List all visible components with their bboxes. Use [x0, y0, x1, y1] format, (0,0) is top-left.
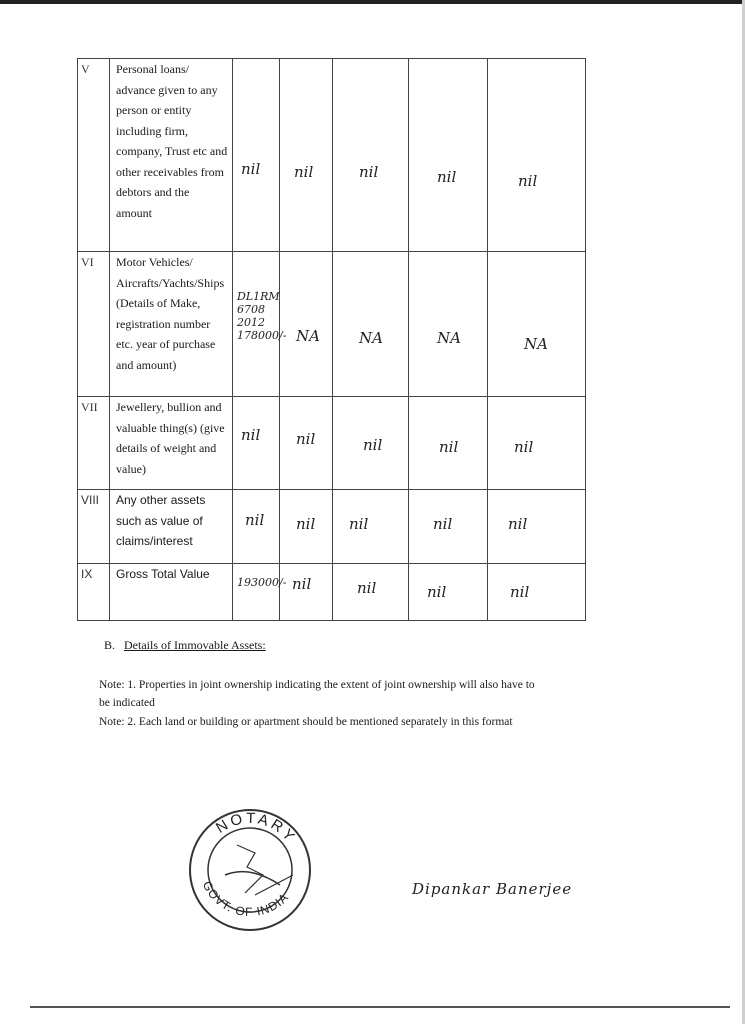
- handwritten-entry: nil: [296, 515, 316, 533]
- handwritten-entry: nil: [433, 515, 453, 533]
- table-row: [78, 564, 586, 621]
- handwritten-entry: nil: [357, 579, 377, 597]
- handwritten-entry: nil: [510, 583, 530, 601]
- row-description: Any other assets such as value of claims/interest: [110, 490, 233, 564]
- stamp-bottom-text: GOVT. OF INDIA: [199, 878, 292, 920]
- handwritten-entry: nil: [363, 436, 383, 454]
- row-description: Motor Vehicles/ Aircrafts/Yachts/Ships (Details of Make, registration number etc. year of purchase and amount): [110, 252, 233, 397]
- handwritten-entry: nil: [508, 515, 528, 533]
- handwritten-entry: nil: [296, 430, 316, 448]
- table-row: [78, 59, 586, 252]
- row-description: Gross Total Value: [110, 564, 233, 621]
- row-description: Personal loans/ advance given to any person or entity including firm, company, Trust etc and other receivables from debtors and the amount: [110, 59, 233, 252]
- handwritten-entry: nil: [427, 583, 447, 601]
- handwritten-entry: NA: [437, 329, 461, 347]
- handwritten-entry: nil: [518, 172, 538, 190]
- scan-bottom-edge: [30, 1006, 730, 1008]
- row-number: V: [78, 59, 110, 252]
- movable-assets-table: [77, 58, 586, 621]
- handwritten-entry: nil: [241, 426, 261, 444]
- handwritten-entry: nil: [349, 515, 369, 533]
- handwritten-entry: NA: [296, 327, 320, 345]
- table-row: [78, 490, 586, 564]
- note-1: Note: 1. Properties in joint ownership indicating the extent of joint ownership will also have to be indicated: [99, 679, 535, 709]
- section-title: Details of Immovable Assets:: [124, 638, 266, 652]
- handwritten-entry: nil: [245, 511, 265, 529]
- handwritten-entry: nil: [241, 160, 261, 178]
- scan-top-edge: [0, 0, 745, 4]
- handwritten-entry: nil: [359, 163, 379, 181]
- row-number: VII: [78, 397, 110, 490]
- handwritten-entry: 193000/-: [237, 576, 287, 589]
- stamp-top-text: NOTARY: [213, 809, 300, 847]
- handwritten-entry: nil: [292, 575, 312, 593]
- row-number: IX: [78, 564, 110, 621]
- handwritten-entry: nil: [294, 163, 314, 181]
- section-b-heading: [104, 638, 266, 653]
- section-letter: B.: [104, 638, 116, 652]
- svg-text:GOVT. OF INDIA: [200, 879, 292, 919]
- table-row: [78, 397, 586, 490]
- table-row: [78, 252, 586, 397]
- note-2: Note: 2. Each land or building or apartment should be mentioned separately in this format: [99, 716, 513, 728]
- row-number: VI: [78, 252, 110, 397]
- handwritten-entry: DL1RM 6708 2012 178000/-: [237, 290, 287, 342]
- row-number: VIII: [78, 490, 110, 564]
- handwritten-entry: NA: [359, 329, 383, 347]
- signature: Dipankar Banerjee: [412, 880, 573, 898]
- row-description: Jewellery, bullion and valuable thing(s) (give details of weight and value): [110, 397, 233, 490]
- handwritten-entry: nil: [514, 438, 534, 456]
- notary-stamp: [185, 805, 315, 935]
- handwritten-entry: nil: [439, 438, 459, 456]
- handwritten-entry: nil: [437, 168, 457, 186]
- handwritten-entry: NA: [524, 335, 548, 353]
